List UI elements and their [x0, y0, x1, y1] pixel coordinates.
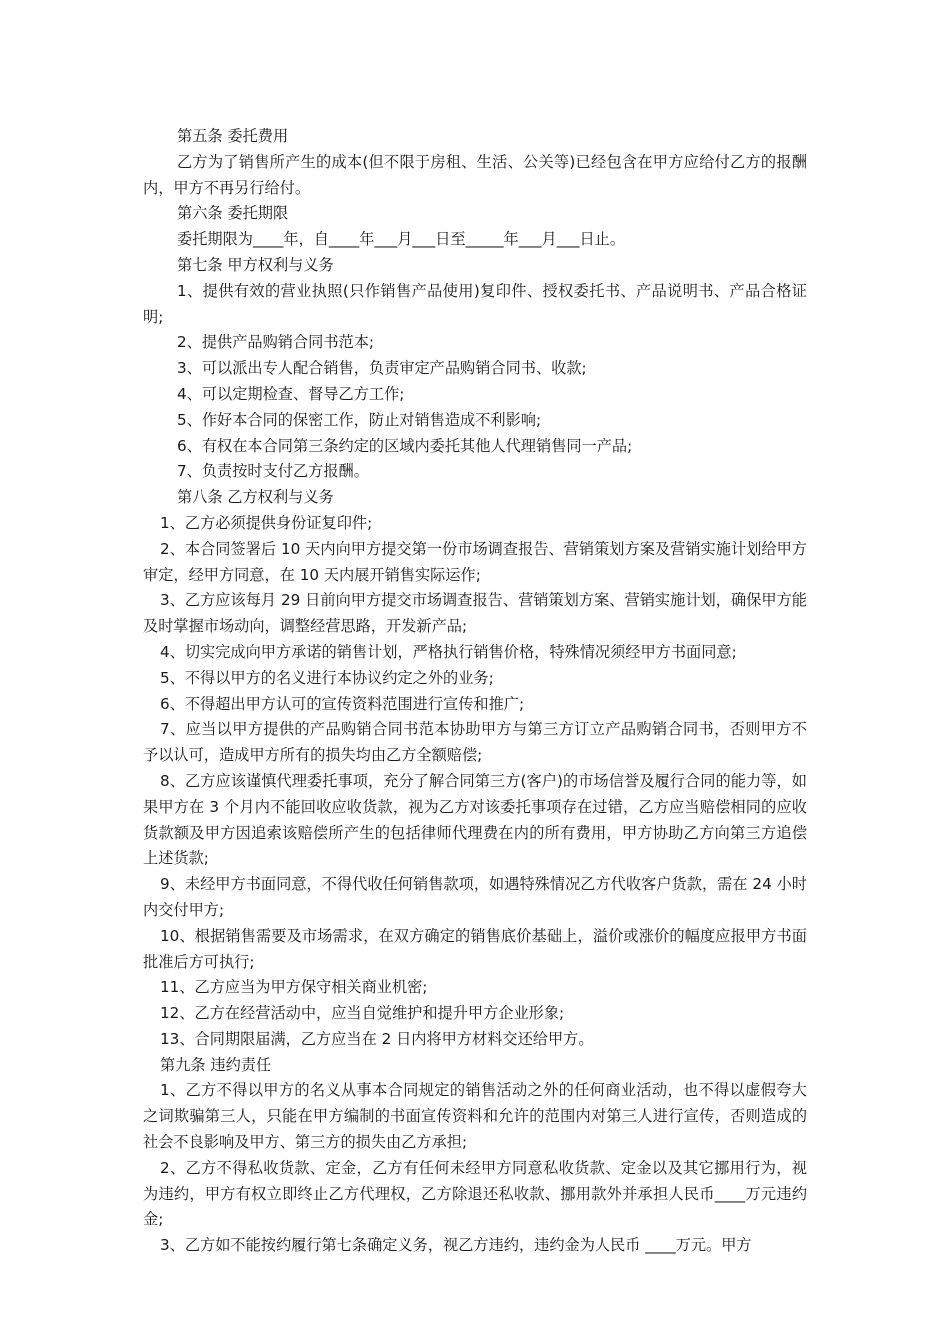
article-heading: 第八条 乙方权利与义务 [177, 488, 334, 507]
clause-paragraph: 2、提供产品购销合同书范本; [177, 333, 375, 352]
clause-paragraph: 7、应当以甲方提供的产品购销合同书范本协助甲方与第三方订立产品购销合同书，否则甲方不予以认可，造成甲方所有的损失均由乙方全额赔偿; [143, 720, 807, 765]
article-heading: 第六条 委托期限 [177, 204, 289, 223]
clause-paragraph: 乙方为了销售所产生的成本(但不限于房租、生活、公关等)已经包含在甲方应给付乙方的报酬内，甲方不再另行给付。 [143, 152, 807, 197]
clause-paragraph: 4、可以定期检查、督导乙方工作; [177, 384, 405, 403]
article-heading: 第七条 甲方权利与义务 [177, 255, 334, 274]
clause-paragraph: 7、负责按时支付乙方报酬。 [177, 462, 369, 481]
clause-paragraph: 4、切实完成向甲方承诺的销售计划，严格执行销售价格，特殊情况须经甲方书面同意; [160, 642, 737, 661]
clause-paragraph: 第九条 违约责任 [160, 1055, 272, 1074]
clause-paragraph: 10、根据销售需要及市场需求，在双方确定的销售底价基础上，溢价或涨价的幅度应报甲方书面批准后方可执行; [143, 926, 807, 971]
clause-paragraph: 2、乙方不得私收货款、定金，乙方有任何未经甲方同意私收货款、定金以及其它挪用行为，视为违约，甲方有权立即终止乙方代理权，乙方除退还私收款、挪用款外并承担人民币____万元违约金; [143, 1158, 807, 1229]
clause-paragraph: 1、乙方不得以甲方的名义从事本合同规定的销售活动之外的任何商业活动，也不得以虚假夸大之词欺骗第三人，只能在甲方编制的书面宣传资料和允许的范围内对第三人进行宣传，否则造成的社会不良影响及甲方、第三方的损失由乙方承担; [143, 1081, 807, 1152]
clause-paragraph: 委托期限为____年，自____年___月___日至_____年___月___日止。 [177, 230, 626, 249]
clause-paragraph: 3、乙方如不能按约履行第七条确定义务，视乙方违约，违约金为人民币 ____万元。甲方 [160, 1236, 752, 1255]
clause-paragraph: 13、合同期限届满，乙方应当在 2 日内将甲方材料交还给甲方。 [160, 1029, 594, 1048]
clause-paragraph: 5、作好本合同的保密工作，防止对销售造成不利影响; [177, 410, 542, 429]
clause-paragraph: 2、本合同签署后 10 天内向甲方提交第一份市场调查报告、营销策划方案及营销实施计划给甲方审定，经甲方同意，在 10 天内展开销售实际运作; [143, 539, 807, 584]
clause-paragraph: 6、不得超出甲方认可的宣传资料范围进行宣传和推广; [160, 694, 525, 713]
clause-paragraph: 12、乙方在经营活动中，应当自觉维护和提升甲方企业形象; [160, 1004, 565, 1023]
clause-paragraph: 3、可以派出专人配合销售，负责审定产品购销合同书、收款; [177, 359, 587, 378]
clause-paragraph: 1、乙方必须提供身份证复印件; [160, 513, 373, 532]
document-body [143, 124, 807, 1259]
clause-paragraph: 5、不得以甲方的名义进行本协议约定之外的业务; [160, 668, 494, 687]
clause-paragraph: 8、乙方应该谨慎代理委托事项，充分了解合同第三方(客户)的市场信誉及履行合同的能力等，如果甲方在 3 个月内不能回收应收货款，视为乙方对该委托事项存在过错，乙方应当赔偿相同的应收货款额及甲方因追索该赔偿所产生的包括律师代理费在内的所有费用，甲方协助乙方向第三方追偿上述货款; [143, 771, 807, 868]
clause-paragraph: 1、提供有效的营业执照(只作销售产品使用)复印件、授权委托书、产品说明书、产品合格证明; [143, 281, 807, 326]
clause-paragraph: 11、乙方应当为甲方保守相关商业机密; [160, 978, 428, 997]
article-heading: 第五条 委托费用 [177, 127, 289, 145]
clause-paragraph: 6、有权在本合同第三条约定的区域内委托其他人代理销售同一产品; [177, 436, 633, 455]
clause-paragraph: 3、乙方应该每月 29 日前向甲方提交市场调查报告、营销策划方案、营销实施计划，确保甲方能及时掌握市场动向，调整经营思路，开发新产品; [143, 591, 807, 636]
clause-paragraph: 9、未经甲方书面同意，不得代收任何销售款项，如遇特殊情况乙方代收客户货款，需在 24 小时内交付甲方; [143, 875, 807, 919]
